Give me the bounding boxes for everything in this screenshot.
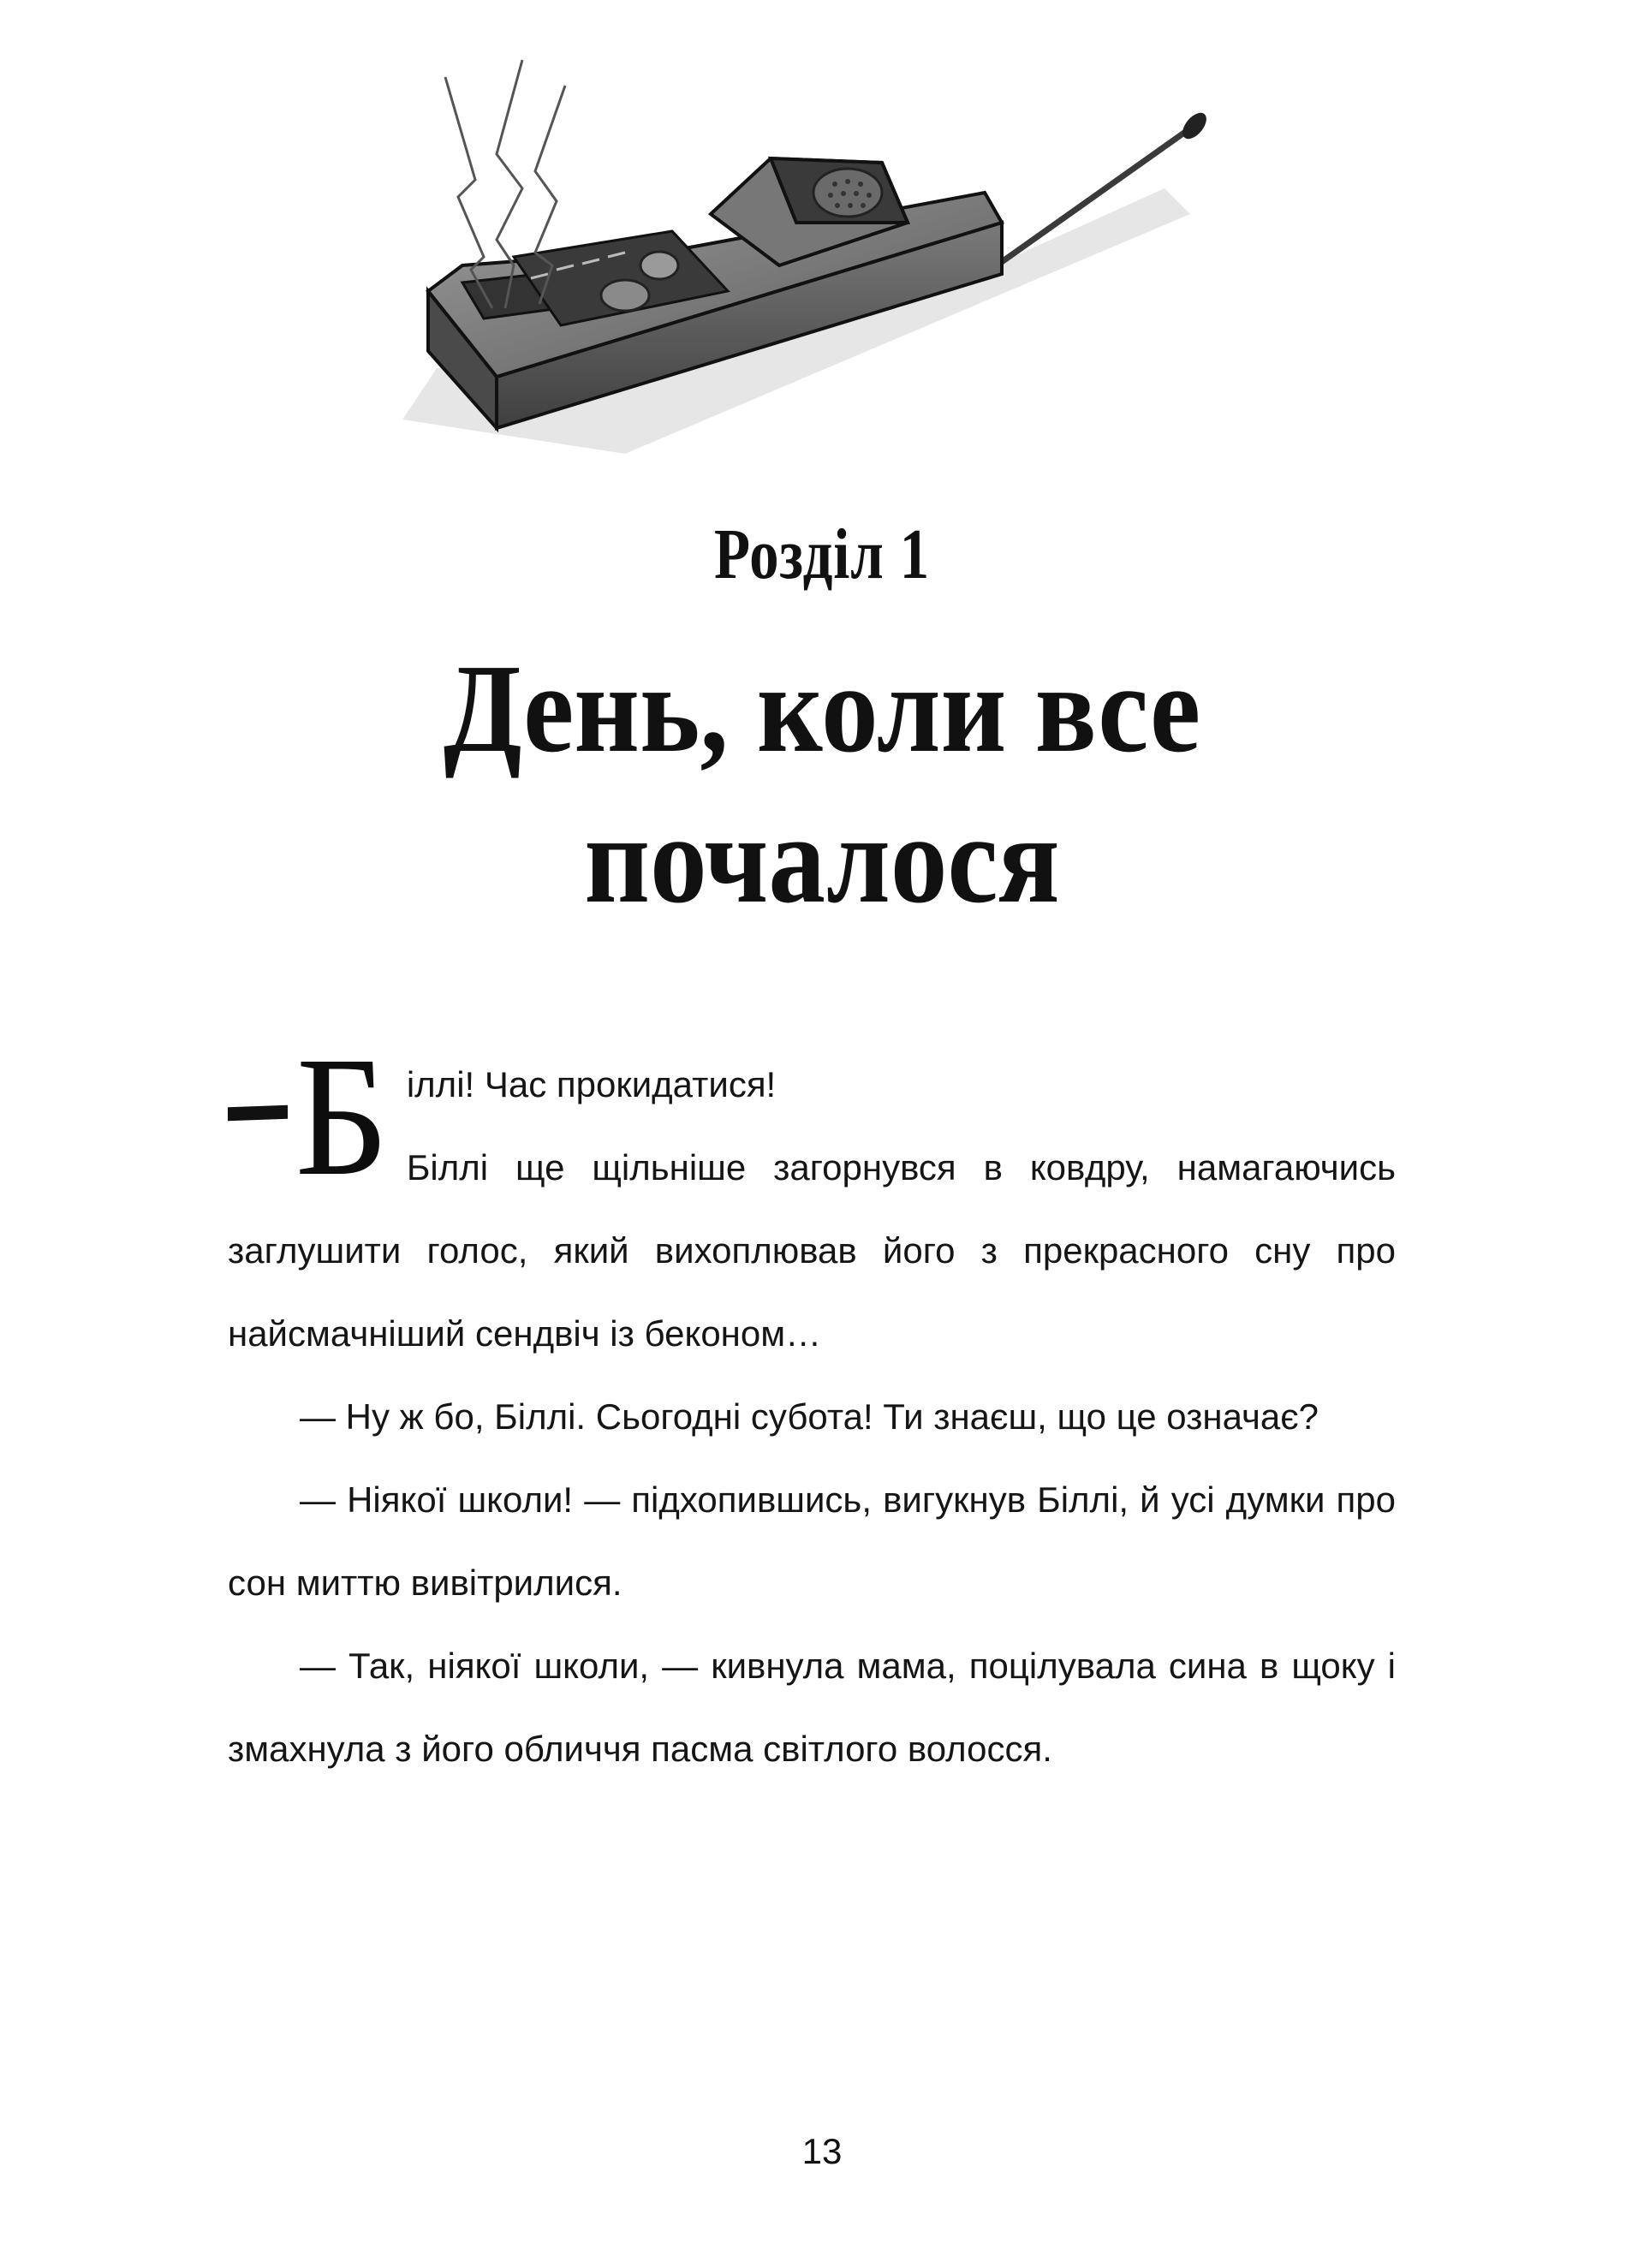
paragraph: — Ну ж бо, Біллі. Сьогодні субота! Ти знаєш, що це означає? (300, 1396, 1319, 1437)
chapter-body (228, 1022, 1396, 1790)
chapter-title (82, 634, 1562, 935)
drop-cap-dash (228, 1105, 288, 1121)
page-number: 13 (801, 2131, 843, 2171)
retro-phone-icon (368, 51, 1276, 479)
drop-cap-letter: Б (295, 1022, 389, 1211)
chapter-title-line-2: почалося (584, 789, 1060, 930)
chapter-number: Розділ 1 (713, 515, 931, 594)
drop-cap (228, 1022, 391, 1211)
paragraph: — Ніякої школи! — підхопившись, вигукнув Біллі, й усі думки про сон миттю вивітрилися. (228, 1479, 1396, 1603)
chapter-title-line-1: День, коли все (443, 639, 1201, 779)
paragraph: Біллі ще щільніше загорнувся в ковдру, намагаючись заглушити голос, який вихоплював його з прекрасного сну про найсмачніший сендвіч із беконом… (228, 1147, 1396, 1354)
paragraph: — Так, ніякої школи, — кивнула мама, поцілувала сина в щоку і змахнула з його обличчя пасма світлого волосся. (228, 1646, 1396, 1769)
paragraph: іллі! Час прокидатися! (406, 1064, 777, 1104)
walkie-talkie-illustration (368, 51, 1276, 479)
